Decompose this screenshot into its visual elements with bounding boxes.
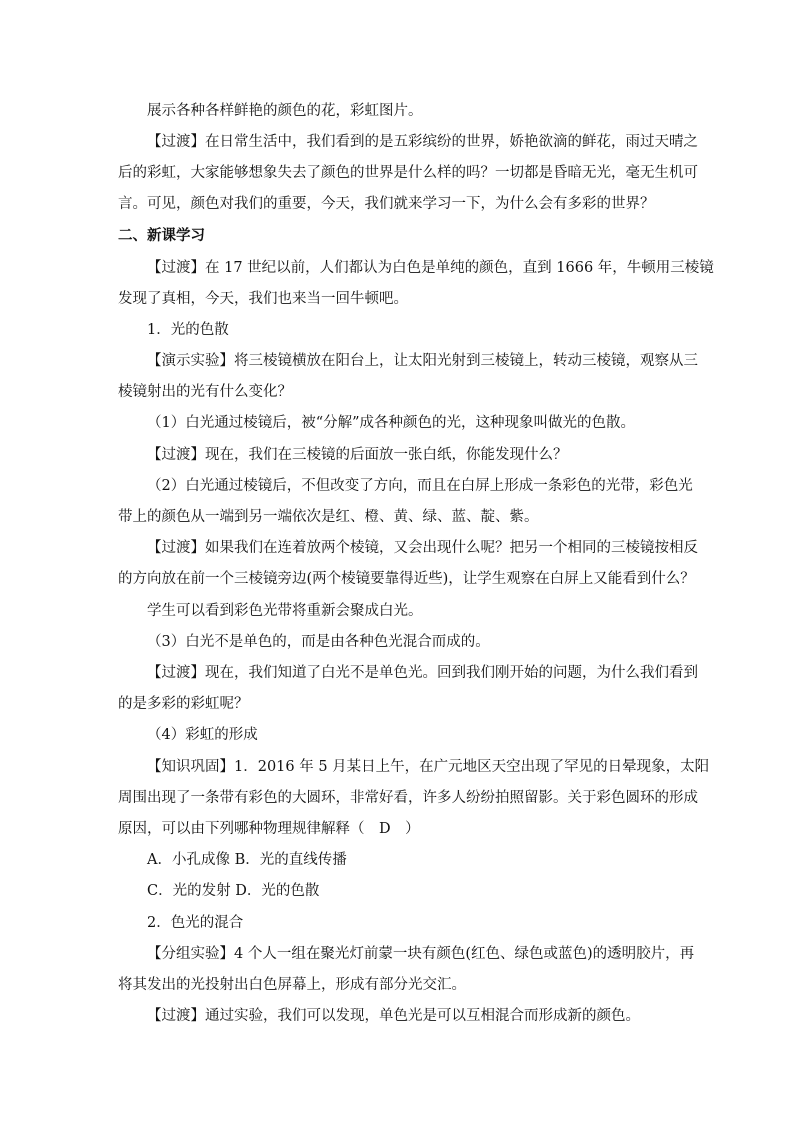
subheading: 1．光的色散: [147, 322, 229, 338]
text-line: 言。可见，颜色对我们的重要，今天，我们就来学习一下，为什么会有多彩的世界？: [118, 196, 655, 212]
section-heading: 二、新课学习: [118, 228, 205, 244]
text-line: 【演示实验】将三棱镜横放在阳台上，让太阳光射到三棱镜上，转动三棱镜，观察从三: [147, 353, 698, 369]
text-line: 【过渡】现在，我们在三棱镜的后面放一张白纸，你能发现什么？: [147, 447, 568, 463]
text-line: （1）白光通过棱镜后，被“分解”成各种颜色的光，这种现象叫做光的色散。: [147, 415, 636, 431]
answer-option: A．小孔成像 B．光的直线传播: [147, 852, 347, 868]
text-line: 后的彩虹，大家能够想象失去了颜色的世界是什么样的吗？一切都是昏暗无光，毫无生机可: [118, 165, 698, 181]
subheading: （4）彩虹的形成: [147, 727, 258, 743]
text-line: 【过渡】通过实验，我们可以发现，单色光是可以互相混合而形成新的颜色。: [147, 1008, 640, 1024]
text-line: 的是多彩的彩虹呢？: [118, 696, 249, 712]
text-line: 带上的颜色从一端到另一端依次是红、橙、黄、绿、蓝、靛、紫。: [118, 509, 539, 525]
text-line: 将其发出的光投射出白色屏幕上，形成有部分光交汇。: [118, 977, 466, 993]
text-line: 【过渡】现在，我们知道了白光不是单色光。回到我们刚开始的问题，为什么我们看到: [147, 665, 698, 681]
text-line: （3）白光不是单色的，而是由各种色光混合而成的。: [147, 634, 490, 650]
text-line: 的方向放在前一个三棱镜旁边(两个棱镜要靠得近些)，让学生观察在白屏上又能看到什么？: [118, 571, 695, 587]
text-line: 【过渡】如果我们在连着放两个棱镜，又会出现什么呢？把另一个相同的三棱镜按相反: [147, 540, 698, 556]
text-line: 展示各种各样鲜艳的颜色的花，彩虹图片。: [147, 103, 423, 119]
text-line: 【过渡】在日常生活中，我们看到的是五彩缤纷的世界，娇艳欲滴的鲜花，雨过天晴之: [147, 134, 698, 150]
subheading: 2．色光的混合: [147, 915, 244, 931]
answer-option: C．光的发射 D．光的色散: [147, 883, 320, 899]
text-line: 【过渡】在 17 世纪以前，人们都认为白色是单纯的颜色，直到 1666 年，牛顿用三棱镜: [147, 260, 714, 276]
text-line: 发现了真相，今天，我们也来当一回牛顿吧。: [118, 291, 408, 307]
text-line: 棱镜射出的光有什么变化？: [118, 384, 292, 400]
text-line: 周围出现了一条带有彩色的大圆环，非常好看，许多人纷纷拍照留影。关于彩色圆环的形成: [118, 790, 698, 806]
text-line: 【知识巩固】1．2016 年 5 月某日上午，在广元地区天空出现了罕见的日晕现象，太阳: [147, 759, 710, 775]
text-line: 原因，可以由下列哪种物理规律解释（ D ）: [118, 821, 420, 837]
text-line: 学生可以看到彩色光带将重新会聚成白光。: [147, 603, 423, 619]
text-line: 【分组实验】4 个人一组在聚光灯前蒙一块有颜色(红色、绿色或蓝色)的透明胶片，再: [147, 946, 695, 962]
text-line: （2）白光通过棱镜后，不但改变了方向，而且在白屏上形成一条彩色的光带，彩色光: [147, 478, 693, 494]
